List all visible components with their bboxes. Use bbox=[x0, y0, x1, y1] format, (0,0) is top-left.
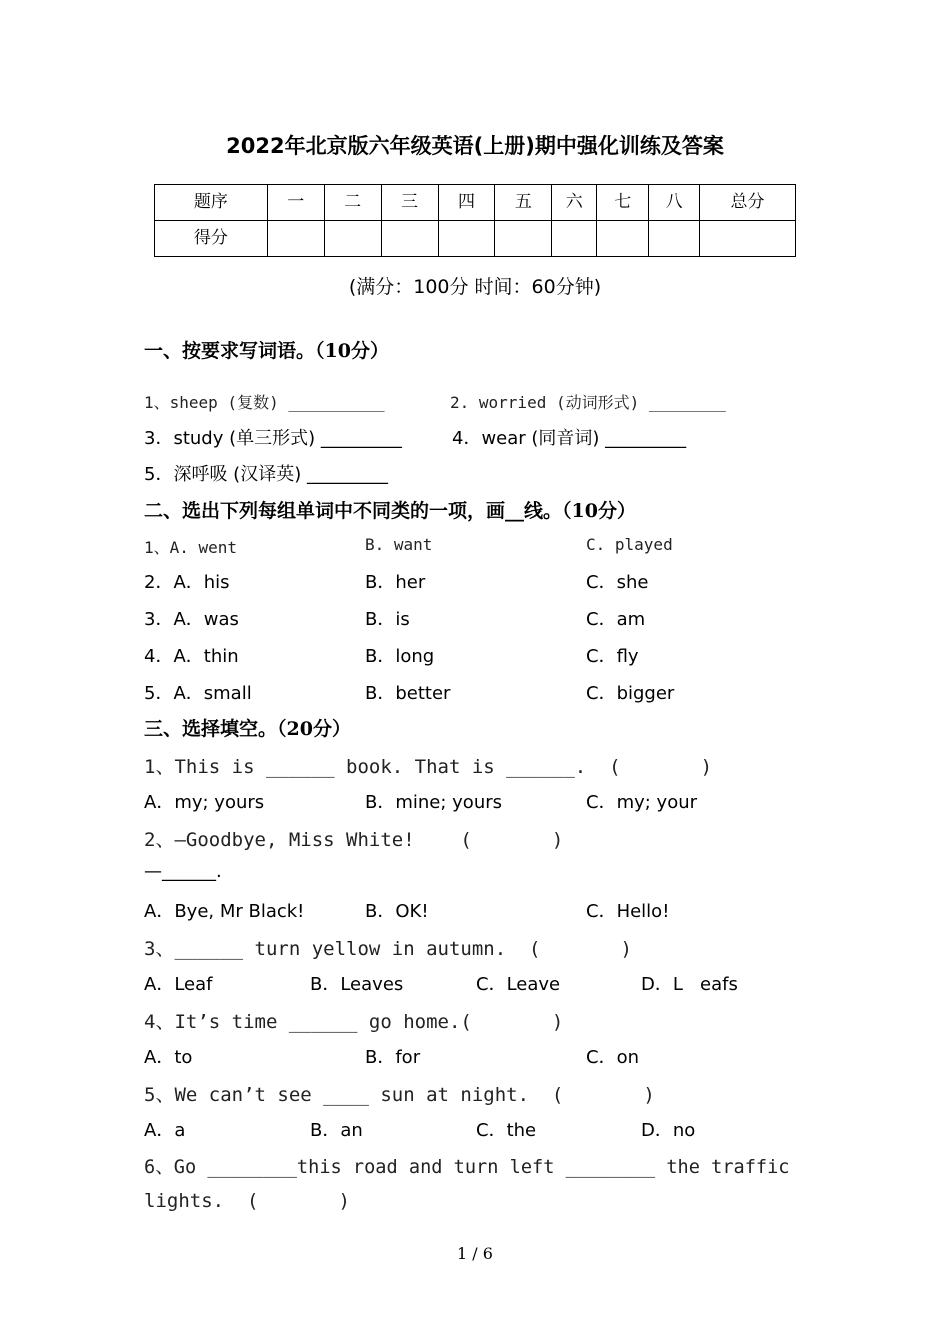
section3-q4: 4、It’s time ______ go home.( ) bbox=[144, 1011, 564, 1033]
section2-row1-c: C. played bbox=[586, 535, 673, 554]
section2-row2-b: B．her bbox=[365, 572, 426, 593]
score-table-header-row bbox=[155, 185, 796, 221]
score-table-score-row bbox=[155, 221, 796, 257]
score-input-cell[interactable] bbox=[552, 221, 597, 257]
section1-q2: 2. worried (动词形式) ________ bbox=[450, 393, 726, 412]
score-header-cell: 四 bbox=[438, 185, 495, 221]
score-header-cell: 六 bbox=[552, 185, 597, 221]
section3-q3: 3、______ turn yellow in autumn. ( ) bbox=[144, 938, 632, 960]
score-header-cell: 一 bbox=[267, 185, 324, 221]
section1-q3: 3．study (单三形式) _________ bbox=[144, 428, 402, 449]
section2-row5-b: B．better bbox=[365, 683, 451, 704]
score-header-cell: 二 bbox=[324, 185, 381, 221]
score-input-cell[interactable] bbox=[495, 221, 552, 257]
score-input-cell[interactable] bbox=[324, 221, 381, 257]
section2-row1-a: 1、A. went bbox=[144, 538, 238, 557]
score-input-cell[interactable] bbox=[597, 221, 649, 257]
page-number: 1 / 6 bbox=[457, 1244, 493, 1263]
section3-q4-opt-b: B．for bbox=[365, 1047, 421, 1068]
section3-q3-opt-c: C．Leave bbox=[476, 974, 561, 995]
section2-row1-b: B. want bbox=[365, 535, 433, 554]
full-score-time: (满分：100分 时间：60分钟) bbox=[348, 276, 602, 298]
section2-row5-a: 5．A．small bbox=[144, 683, 252, 704]
score-input-cell[interactable] bbox=[700, 221, 796, 257]
section2-row3-c: C．am bbox=[586, 609, 646, 630]
section3-q3-opt-b: B．Leaves bbox=[310, 974, 404, 995]
score-row-label: 得分 bbox=[155, 221, 268, 257]
section3-q5: 5、We can’t see ____ sun at night. ( ) bbox=[144, 1084, 655, 1106]
section3-q1-opt-c: C．my; your bbox=[586, 792, 698, 813]
section3-q3-opt-a: A．Leaf bbox=[144, 974, 213, 995]
section2-row4-a: 4．A．thin bbox=[144, 646, 239, 667]
section3-q2-opt-b: B．OK! bbox=[365, 901, 429, 922]
score-header-cell: 五 bbox=[495, 185, 552, 221]
section2-row3-b: B．is bbox=[365, 609, 410, 630]
score-input-cell[interactable] bbox=[649, 221, 700, 257]
section3-q1-opt-a: A．my; yours bbox=[144, 792, 265, 813]
score-header-cell: 八 bbox=[649, 185, 700, 221]
score-header-cell: 总分 bbox=[700, 185, 796, 221]
section3-q5-opt-c: C．the bbox=[476, 1120, 537, 1141]
section3-q6: 6、Go ________this road and turn left ________ the traffic bbox=[144, 1157, 790, 1178]
page-title: 2022年北京版六年级英语(上册)期中强化训练及答案 bbox=[226, 134, 724, 158]
section3-q4-opt-a: A．to bbox=[144, 1047, 193, 1068]
score-header-cell: 题序 bbox=[155, 185, 268, 221]
section2-row5-c: C．bigger bbox=[586, 683, 675, 704]
section2-row2-c: C．she bbox=[586, 572, 649, 593]
section3-q2: 2、—Goodbye, Miss White! ( ) bbox=[144, 829, 564, 851]
section1-q1: 1、sheep (复数) __________ bbox=[144, 393, 385, 412]
section3-q1-opt-b: B．mine; yours bbox=[365, 792, 503, 813]
section2-row3-a: 3．A．was bbox=[144, 609, 239, 630]
section3-q5-opt-b: B．an bbox=[310, 1120, 363, 1141]
section3-q5-opt-d: D．no bbox=[641, 1120, 696, 1141]
section3-q5-opt-a: A．a bbox=[144, 1120, 186, 1141]
score-input-cell[interactable] bbox=[438, 221, 495, 257]
section2-heading: 二、选出下列每组单词中不同类的一项，画__线。（10分） bbox=[144, 500, 636, 522]
section3-q2-opt-c: C．Hello! bbox=[586, 901, 670, 922]
score-header-cell: 三 bbox=[381, 185, 438, 221]
section2-row4-b: B．long bbox=[365, 646, 435, 667]
section3-q2-opt-a: A．Bye, Mr Black! bbox=[144, 901, 305, 922]
section1-q4: 4．wear (同音词) _________ bbox=[452, 428, 687, 449]
section2-row4-c: C．fly bbox=[586, 646, 639, 667]
section1-heading: 一、按要求写词语。（10分） bbox=[144, 340, 389, 362]
section3-q4-opt-c: C．on bbox=[586, 1047, 639, 1068]
section3-heading: 三、选择填空。（20分） bbox=[144, 718, 351, 740]
score-input-cell[interactable] bbox=[267, 221, 324, 257]
section3-q1: 1、This is ______ book. That is ______. ( ) bbox=[144, 756, 713, 778]
score-table bbox=[154, 184, 796, 257]
score-input-cell[interactable] bbox=[381, 221, 438, 257]
section3-q6-continued: lights. ( ) bbox=[144, 1190, 350, 1212]
section3-q3-opt-d: D．L eafs bbox=[641, 974, 738, 995]
section2-row2-a: 2．A．his bbox=[144, 572, 230, 593]
score-header-cell: 七 bbox=[597, 185, 649, 221]
section1-q5: 5．深呼吸 (汉译英) _________ bbox=[144, 464, 388, 485]
section3-q2-reply: —______. bbox=[144, 861, 222, 882]
